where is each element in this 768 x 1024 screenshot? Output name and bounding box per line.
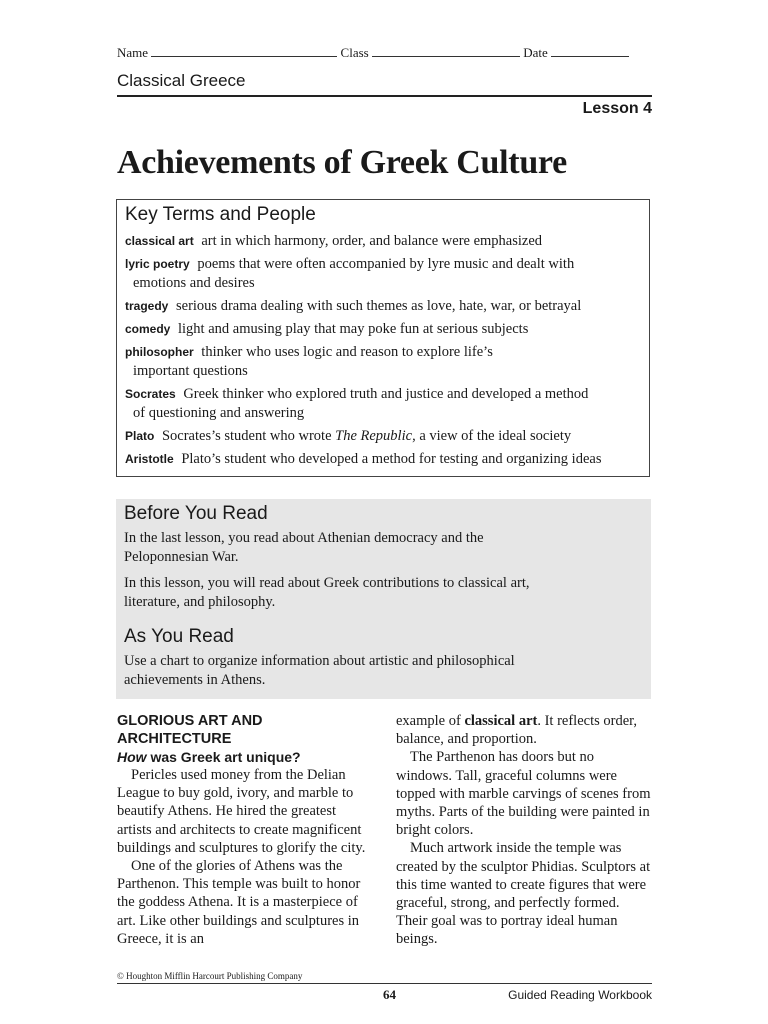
key-term-row bbox=[125, 232, 641, 251]
body-paragraph: Pericles used money from the Delian League to buy gold, ivory, and marble to beautify Athens. He hired the greatest artists and architects to create magnificent buildings and sculptures to glorify the city. bbox=[117, 767, 366, 856]
left-column bbox=[117, 712, 372, 948]
as-you-read-heading: As You Read bbox=[124, 626, 234, 647]
right-column bbox=[396, 712, 651, 949]
class-blank[interactable] bbox=[372, 44, 520, 57]
question-italic: How bbox=[117, 749, 147, 765]
date-blank[interactable] bbox=[551, 44, 629, 57]
before-you-read-text: In this lesson, you will read about Greek contributions to classical art, literature, and philosophy. bbox=[124, 575, 530, 610]
name-class-date-line bbox=[117, 44, 657, 61]
section-heading-line: GLORIOUS ART AND bbox=[117, 713, 263, 729]
key-term: philosopher bbox=[125, 345, 194, 359]
key-term-definition-cont: important questions bbox=[133, 363, 248, 379]
reading-intro-panel bbox=[116, 499, 651, 699]
header-rule bbox=[117, 95, 652, 97]
key-term: classical art bbox=[125, 234, 194, 248]
date-label: Date bbox=[523, 45, 548, 60]
key-term-definition: art in which harmony, order, and balance were emphasized bbox=[201, 233, 543, 249]
body-paragraph: One of the glories of Athens was the Parthenon. This temple was built to honor the goddess Athena. It is a masterpiece of art. Like other buildings and sculptures in Greece, it is an bbox=[117, 858, 361, 947]
key-term-row bbox=[125, 297, 641, 316]
body-paragraph: The Parthenon has doors but no windows. Tall, graceful columns were topped with marble carvings of scenes from myths. Parts of the building were painted in bright colors. bbox=[396, 749, 651, 839]
body-paragraph: Much artwork inside the temple was created by the sculptor Phidias. Sculptors at this time wanted to create figures that were graceful, strong, and perfectly formed. Their goal was to portray ideal human beings. bbox=[396, 840, 651, 948]
key-terms-heading: Key Terms and People bbox=[125, 204, 316, 225]
name-blank[interactable] bbox=[151, 44, 337, 57]
key-term-definition: Socrates’s student who wrote bbox=[161, 428, 336, 444]
body-text: . It reflects order, balance, and proportion. bbox=[396, 713, 638, 748]
key-term-row bbox=[125, 343, 641, 381]
key-term-definition: serious drama dealing with such themes as love, hate, war, or betrayal bbox=[175, 298, 582, 314]
key-term-definition: light and amusing play that may poke fun at serious subjects bbox=[177, 321, 529, 337]
key-term-row bbox=[125, 255, 641, 293]
page-number: 64 bbox=[383, 987, 396, 1002]
key-term-definition-cont: emotions and desires bbox=[133, 275, 255, 291]
key-term-definition: thinker who uses logic and reason to explore life’s bbox=[201, 344, 493, 360]
key-term: tragedy bbox=[125, 299, 169, 313]
footer-rule bbox=[117, 983, 652, 984]
book-title: The Republic bbox=[335, 428, 413, 444]
key-term: comedy bbox=[125, 322, 171, 336]
lesson-label: Lesson 4 bbox=[582, 100, 652, 117]
key-term-definition: poems that were often accompanied by lyre music and dealt with bbox=[197, 256, 575, 272]
key-term-row bbox=[125, 450, 641, 469]
copyright-notice: © Houghton Mifflin Harcourt Publishing Company bbox=[117, 971, 303, 981]
section-question bbox=[117, 748, 372, 766]
before-you-read-text: In the last lesson, you read about Athenian democracy and the Peloponnesian War. bbox=[124, 530, 484, 565]
key-term: Plato bbox=[125, 429, 155, 443]
section-heading-line: ARCHITECTURE bbox=[117, 731, 232, 747]
key-term-definition: Plato’s student who developed a method for testing and organizing ideas bbox=[181, 451, 602, 467]
key-term: lyric poetry bbox=[125, 257, 190, 271]
key-term-row bbox=[125, 427, 641, 446]
unit-title: Classical Greece bbox=[117, 71, 246, 90]
page-title: Achievements of Greek Culture bbox=[117, 144, 567, 181]
key-term-row bbox=[125, 385, 641, 423]
class-label: Class bbox=[340, 45, 369, 60]
key-term-definition-end: , a view of the ideal society bbox=[412, 428, 572, 444]
name-label: Name bbox=[117, 45, 149, 60]
key-terms-box bbox=[116, 199, 650, 477]
as-you-read-text: Use a chart to organize information about artistic and philosophical achievements in Athens. bbox=[124, 653, 515, 688]
workbook-title: Guided Reading Workbook bbox=[508, 988, 652, 1002]
section-heading bbox=[117, 712, 372, 748]
key-term: Aristotle bbox=[125, 452, 174, 466]
key-term-definition-cont: of questioning and answering bbox=[133, 405, 305, 421]
key-term-definition: Greek thinker who explored truth and justice and developed a method bbox=[183, 386, 589, 402]
key-term-row bbox=[125, 320, 641, 339]
key-term: Socrates bbox=[125, 387, 176, 401]
body-text: example of bbox=[396, 713, 465, 729]
before-you-read-heading: Before You Read bbox=[124, 503, 268, 524]
body-paragraph-continued bbox=[396, 712, 651, 748]
question-text: was Greek art unique? bbox=[146, 749, 301, 765]
key-term-inline: classical art bbox=[464, 713, 538, 729]
